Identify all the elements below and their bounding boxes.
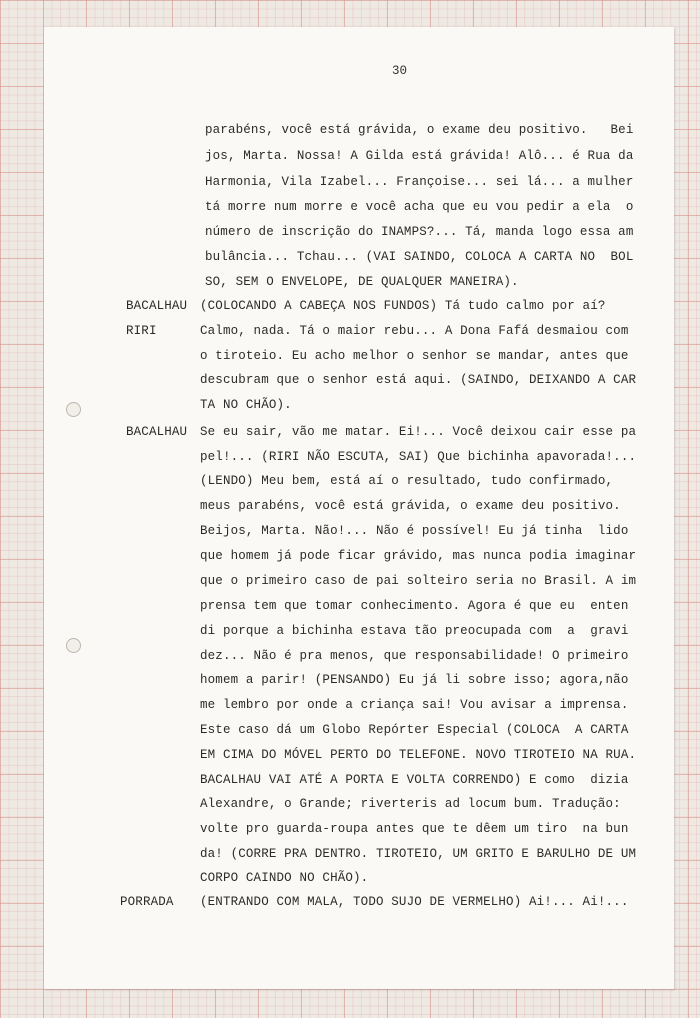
script-line: bulância... Tchau... (VAI SAINDO, COLOCA A CARTA NO BOL	[205, 250, 634, 264]
script-line: homem a parir! (PENSANDO) Eu já li sobre isso; agora,não	[200, 673, 629, 687]
script-line: BACALHAU VAI ATÉ A PORTA E VOLTA CORRENDO) E como dizia	[200, 773, 629, 787]
script-line: volte pro guarda-roupa antes que te dêem um tiro na bun	[200, 822, 629, 836]
binder-hole-top	[66, 402, 81, 417]
script-line: Este caso dá um Globo Repórter Especial (COLOCA A CARTA	[200, 723, 629, 737]
script-line: meus parabéns, você está grávida, o exame deu positivo.	[200, 499, 621, 513]
script-line: Harmonia, Vila Izabel... Françoise... sei lá... a mulher	[205, 175, 634, 189]
script-line: (COLOCANDO A CABEÇA NOS FUNDOS) Tá tudo calmo por aí?	[200, 299, 606, 313]
speaker-name: BACALHAU	[126, 299, 188, 313]
script-line: descubram que o senhor está aqui. (SAINDO, DEIXANDO A CAR	[200, 373, 637, 387]
script-line: número de inscrição do INAMPS?... Tá, manda logo essa am	[205, 225, 634, 239]
script-line: Se eu sair, vão me matar. Ei!... Você deixou cair esse pa	[200, 425, 637, 439]
script-line: CORPO CAINDO NO CHÃO).	[200, 871, 369, 885]
script-line: Beijos, Marta. Não!... Não é possível! Eu já tinha lido	[200, 524, 629, 538]
speaker-name: RIRI	[126, 324, 157, 338]
script-line: dez... Não é pra menos, que responsabilidade! O primeiro	[200, 649, 629, 663]
binder-hole-bottom	[66, 638, 81, 653]
script-line: (ENTRANDO COM MALA, TODO SUJO DE VERMELHO) Ai!... Ai!...	[200, 895, 629, 909]
speaker-name: PORRADA	[120, 895, 174, 909]
script-line: parabéns, você está grávida, o exame deu positivo. Bei	[205, 123, 634, 137]
script-line: o tiroteio. Eu acho melhor o senhor se mandar, antes que	[200, 349, 629, 363]
script-line: da! (CORRE PRA DENTRO. TIROTEIO, UM GRITO E BARULHO DE UM	[200, 847, 637, 861]
script-line: jos, Marta. Nossa! A Gilda está grávida! Alô... é Rua da	[205, 149, 634, 163]
script-line: que o primeiro caso de pai solteiro seria no Brasil. A im	[200, 574, 637, 588]
script-line: me lembro por onde a criança sai! Vou avisar a imprensa.	[200, 698, 629, 712]
script-line: que homem já pode ficar grávido, mas nunca podia imaginar	[200, 549, 637, 563]
script-line: di porque a bichinha estava tão preocupada com a gravi	[200, 624, 629, 638]
script-line: (LENDO) Meu bem, está aí o resultado, tudo confirmado,	[200, 474, 614, 488]
script-line: tá morre num morre e você acha que eu vou pedir a ela o	[205, 200, 634, 214]
script-line: prensa tem que tomar conhecimento. Agora é que eu enten	[200, 599, 629, 613]
script-line: TA NO CHÃO).	[200, 398, 292, 412]
script-line: pel!... (RIRI NÃO ESCUTA, SAI) Que bichinha apavorada!...	[200, 450, 637, 464]
script-line: EM CIMA DO MÓVEL PERTO DO TELEFONE. NOVO TIROTEIO NA RUA.	[200, 748, 637, 762]
script-line: SO, SEM O ENVELOPE, DE QUALQUER MANEIRA).	[205, 275, 519, 289]
speaker-name: BACALHAU	[126, 425, 188, 439]
script-line: Calmo, nada. Tá o maior rebu... A Dona Fafá desmaiou com	[200, 324, 629, 338]
script-line: Alexandre, o Grande; riverteris ad locum bum. Tradução:	[200, 797, 621, 811]
page-number: 30	[392, 64, 408, 78]
